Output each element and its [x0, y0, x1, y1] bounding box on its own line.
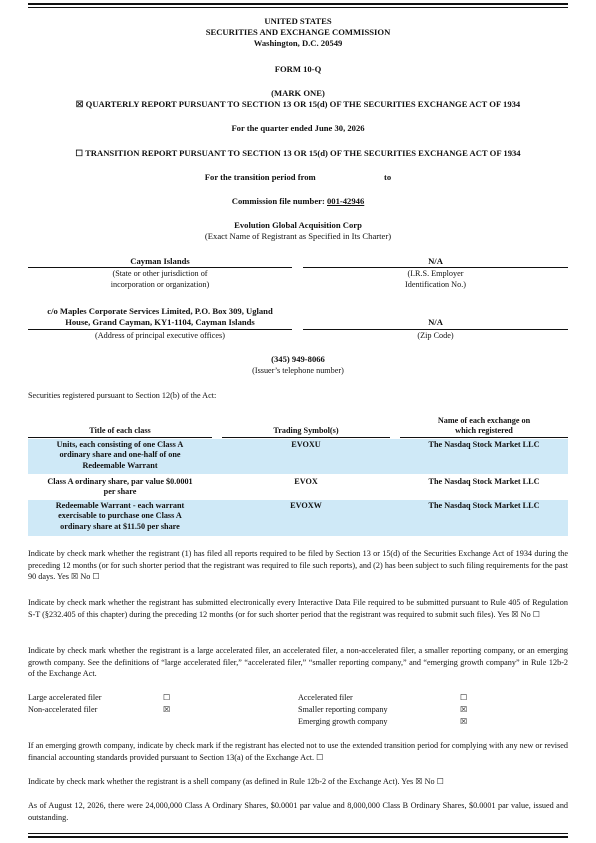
- header-line-3: Washington, D.C. 20549: [253, 38, 343, 48]
- address-rule: [28, 329, 292, 330]
- mark-one: (MARK ONE): [271, 88, 325, 98]
- zip-caption: (Zip Code): [417, 331, 454, 340]
- accelerated-filer-label: Accelerated filer: [298, 693, 353, 702]
- top-rule-thin: [28, 7, 568, 8]
- top-rule: [28, 3, 568, 5]
- large-accelerated-filer-label: Large accelerated filer: [28, 693, 102, 702]
- form-title: FORM 10-Q: [274, 64, 322, 74]
- state-rule: [28, 267, 292, 268]
- table-header-title: Title of each class: [89, 426, 151, 435]
- bottom-rule-thin: [28, 833, 568, 834]
- emerging-growth-election-paragraph: If an emerging growth company, indicate by check mark if the registrant has elected not to use the extended transition period for complying with any new or revised financial accounting standards provided pursuant to Section 13(a) of the Exchange Act. ☐: [28, 741, 568, 762]
- quarterly-report-line: ☒ QUARTERLY REPORT PURSUANT TO SECTION 13 OR 15(d) OF THE SECURITIES EXCHANGE ACT OF 1934: [75, 99, 521, 109]
- smaller-reporting-company-checkbox[interactable]: ☒: [460, 705, 468, 714]
- table-row-2-title: Class A ordinary share, par value $0.0001 per share: [47, 477, 193, 497]
- shell-company-paragraph: Indicate by check mark whether the registrant is a shell company (as defined in Rule 12b-2 of the Exchange Act). Yes ☒ No ☐: [28, 777, 444, 786]
- table-row-3-symbol: EVOXW: [290, 501, 322, 510]
- header-line-2: SECURITIES AND EXCHANGE COMMISSION: [205, 27, 391, 37]
- table-row-2-symbol: EVOX: [294, 477, 318, 486]
- state-of-incorporation: Cayman Islands: [130, 256, 190, 266]
- transition-to-label: to: [384, 172, 392, 182]
- address-line-2: House, Grand Cayman, KY1-1104, Cayman Islands: [65, 317, 255, 327]
- table-header-rule-symbol: [222, 437, 390, 438]
- non-accelerated-filer-checkbox[interactable]: ☒: [163, 705, 171, 714]
- header-line-1: UNITED STATES: [264, 16, 332, 26]
- state-caption-2: incorporation or organization): [110, 280, 210, 289]
- telephone-caption: (Issuer’s telephone number): [252, 366, 344, 375]
- state-caption-1: (State or other jurisdiction of: [112, 269, 208, 278]
- bottom-rule: [28, 836, 568, 838]
- table-header-rule-title: [28, 437, 212, 438]
- commission-number: 001-42946: [327, 196, 365, 206]
- interactive-data-paragraph: Indicate by check mark whether the registrant has submitted electronically every Interactive Data File required to be submitted pursuant to Rule 405 of Regulation S-T (§232.405 of this chapter) during the preceding 12 months (or for such shorter period that the registrant was required to submit such files). Yes ☒ No ☐: [28, 598, 568, 619]
- table-row-1-title: Units, each consisting of one Class A ordinary share and one-half of one Redeemable Warrant: [56, 440, 184, 470]
- irs-number: N/A: [428, 256, 443, 266]
- table-row-3-title: Redeemable Warrant - each warrant exercisable to purchase one Class A ordinary share at $11.50 per share: [55, 501, 185, 531]
- emerging-growth-company-checkbox[interactable]: ☒: [460, 717, 468, 726]
- address-line-1: c/o Maples Corporate Services Limited, P.O. Box 309, Ugland: [47, 306, 273, 316]
- zip-rule: [303, 329, 568, 330]
- transition-report-line: ☐ TRANSITION REPORT PURSUANT TO SECTION 13 OR 15(d) OF THE SECURITIES EXCHANGE ACT OF 1934: [75, 148, 521, 158]
- filer-type-paragraph: Indicate by check mark whether the registrant is a large accelerated filer, an accelerated filer, a non-accelerated filer, a smaller reporting company, or an emerging growth company. See the definitions of “large accelerated filer,” “accelerated filer,” “smaller reporting company,” and “emerging growth company” in Rule 12b-2 of the Exchange Act.: [28, 646, 568, 678]
- securities-intro: Securities registered pursuant to Section 12(b) of the Act:: [28, 391, 217, 400]
- commission-label: Commission file number:: [231, 196, 325, 206]
- irs-caption-2: Identification No.): [405, 280, 466, 289]
- table-header-exchange-1: Name of each exchange on: [437, 416, 531, 425]
- shares-outstanding-paragraph: As of August 12, 2026, there were 24,000,000 Class A Ordinary Shares, $0.0001 par value and 8,000,000 Class B Ordinary Shares, $0.0001 par value, issued and outstanding.: [28, 801, 568, 822]
- transition-period: [28, 172, 568, 183]
- table-header-symbol: Trading Symbol(s): [273, 426, 339, 435]
- zip-code: N/A: [428, 317, 443, 327]
- irs-rule: [303, 267, 568, 268]
- registrant-name-caption: (Exact Name of Registrant as Specified in Its Charter): [204, 231, 392, 241]
- accelerated-filer-checkbox[interactable]: ☐: [460, 693, 468, 702]
- irs-caption-1: (I.R.S. Employer: [407, 269, 464, 278]
- reports-filed-paragraph: Indicate by check mark whether the registrant (1) has filed all reports required to be filed by Section 13 or 15(d) of the Securities Exchange Act of 1934 during the preceding 12 months (or for such shorter period that the registrant was required to file such reports), and (2) has been subject to such filing requirements for the past 90 days. Yes ☒ No ☐: [28, 549, 568, 581]
- table-row-2-exchange: The Nasdaq Stock Market LLC: [428, 477, 540, 486]
- emerging-growth-company-label: Emerging growth company: [298, 717, 388, 726]
- table-row-1-exchange: The Nasdaq Stock Market LLC: [428, 440, 540, 449]
- table-row-1-symbol: EVOXU: [291, 440, 321, 449]
- telephone-number: (345) 949-8066: [271, 354, 325, 364]
- registrant-name: Evolution Global Acquisition Corp: [234, 220, 362, 230]
- transition-from-label: For the transition period from: [204, 172, 316, 182]
- large-accelerated-filer-checkbox[interactable]: ☐: [163, 693, 171, 702]
- table-row-3-exchange: The Nasdaq Stock Market LLC: [428, 501, 540, 510]
- table-header-exchange-2: which registered: [455, 426, 513, 435]
- quarter-ended: For the quarter ended June 30, 2026: [231, 123, 365, 133]
- commission-file-number: [28, 196, 568, 207]
- non-accelerated-filer-label: Non-accelerated filer: [28, 705, 98, 714]
- table-header-rule-exchange: [400, 437, 568, 438]
- address-caption: (Address of principal executive offices): [95, 331, 225, 340]
- smaller-reporting-company-label: Smaller reporting company: [298, 705, 388, 714]
